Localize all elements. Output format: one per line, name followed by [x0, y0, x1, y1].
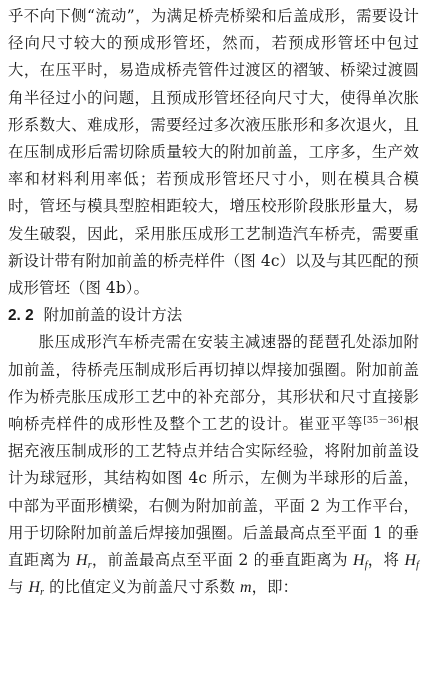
- variable-h-r-2: [28, 579, 45, 599]
- variable-h-r-2-base: H: [28, 579, 41, 597]
- citation-ref: [35－36]: [363, 416, 403, 427]
- paragraph-front-cover-method: [8, 329, 419, 601]
- section-title: 附加前盖的设计方法: [43, 306, 183, 325]
- text-mid-1: ，前盖最高点至平面 2 的垂直距离为: [91, 551, 354, 570]
- text-mid-4: 的比值定义为前盖尺寸系数: [44, 578, 241, 597]
- variable-h-r-base: H: [76, 552, 88, 570]
- text-after-citation: 根据充液压制成形的工艺特点并结合实际经验，将附加前盖设计为球冠形，其结构如图 4c 所示，左侧为半球形的后盖，中部为平面形横梁，右侧为附加前盖，平面 2 为工作平台，用于切除附加前盖后焊接加强圈。后盖最高点至平面 1 的垂直距离为: [8, 415, 419, 570]
- variable-h-r: [76, 552, 92, 572]
- variable-h-f-2: [404, 552, 419, 572]
- text-mid-3: 与: [8, 578, 29, 597]
- variable-h-f-2-base: H: [404, 552, 417, 570]
- section-heading: [8, 302, 419, 329]
- text-mid-2: ，将: [367, 551, 405, 570]
- variable-h-f-sub: f: [364, 560, 368, 572]
- text-end: ，即：: [251, 578, 299, 597]
- variable-h-r-2-sub: r: [40, 587, 45, 599]
- paragraph-continuation: 乎不向下侧“流动”，为满足桥壳桥梁和后盖成形，需要设计径向尺寸较大的预成形管坯，然而，若预成形管坯中包过大，在压平时，易造成桥壳管件过渡区的褶皱、桥梁过渡圆角半径过小的问题，且预成形管坯径向尺寸大，使得单次胀形系数大、难成形，需要经过多次液压胀形和多次退火，且在压制成形后需切除质量较大的附加前盖，工序多，生产效率和材料利用率低；若预成形管坯尺寸小，则在模具合模时，管坯与模具型腔相距较大，增压校形阶段胀形量大，易发生破裂，因此，采用胀压成形工艺制造汽车桥壳，需要重新设计带有附加前盖的桥壳样件（图 4c）以及与其匹配的预成形管坯（图 4b）。: [8, 7, 419, 298]
- variable-h-f-2-sub: f: [416, 560, 419, 572]
- variable-h-f: [353, 552, 368, 572]
- text-before-citation: 胀压成形汽车桥壳需在安装主减速器的琵琶孔处添加附加前盖，待桥壳压制成形后再切掉以焊接加强圈。附加前盖作为桥壳胀压成形工艺中的补充部分，其形状和尺寸直接影响桥壳样件的成形性及整个工艺的设计。崔亚平等: [8, 333, 419, 434]
- section-number: 2. 2: [8, 307, 34, 325]
- variable-m: m: [240, 579, 252, 597]
- variable-h-r-sub: r: [87, 560, 92, 572]
- variable-h-f-base: H: [353, 552, 365, 570]
